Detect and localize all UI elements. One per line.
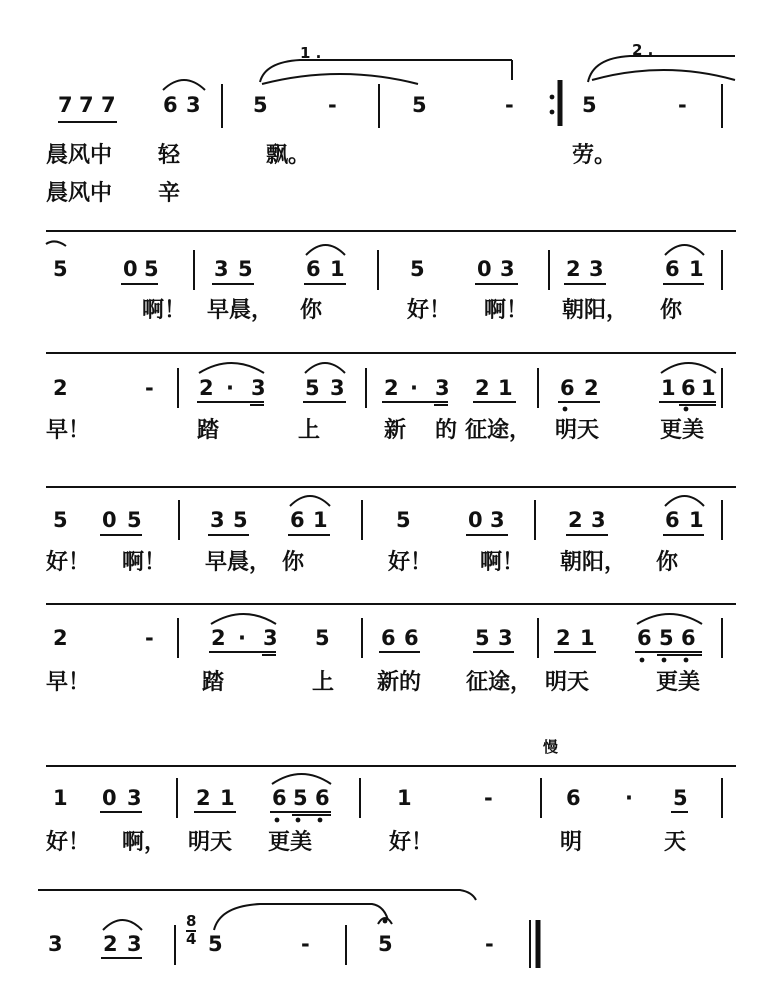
jianpu-note: 5 [305,376,320,400]
jianpu-note: - [678,93,687,117]
staff-separator [46,352,736,354]
lyric-text: 更美 [268,830,313,855]
jianpu-note: 1 [689,508,704,532]
jianpu-note: 6 [681,376,696,400]
lyric-text: 新 [384,418,407,443]
lyric-text: 好！ [46,550,91,575]
lyric-text: 明 [560,830,583,855]
lyric-text: 啊！ [122,550,167,575]
jianpu-note: 6 [404,626,419,650]
jianpu-note: 3 [500,257,515,281]
repeat-dot [550,95,555,100]
jianpu-note: 2 [475,376,490,400]
jianpu-note: 1 [53,786,68,810]
lyric-text: 明天 [555,418,600,443]
slur [290,496,330,506]
staff-separator [46,230,736,232]
lyric-text: 好！ [407,298,452,323]
lyric-text: 好！ [46,830,91,855]
low-octave-dot [275,818,280,823]
slur [211,614,276,624]
lyric-text: 新的 [377,670,422,695]
low-octave-dot [640,658,645,663]
lyric-text: 啊！ [480,550,525,575]
jianpu-note: 3 [127,932,142,956]
jianpu-note: 6 [566,786,581,810]
lyric-text: 劳。 [572,143,617,168]
slur [661,363,716,373]
jianpu-note: 3 [490,508,505,532]
lyric-text: 征途， [466,670,533,695]
jianpu-note: 5 [378,932,393,956]
jianpu-note: 5 [410,257,425,281]
jianpu-note: 2 [211,626,226,650]
low-octave-dot [296,818,301,823]
jianpu-note: 5 [233,508,248,532]
slur [163,80,205,90]
jianpu-note: 1 [689,257,704,281]
lyric-text: 上 [298,418,321,443]
lyric-text: 更美 [656,670,701,695]
jianpu-note: 6 [681,626,696,650]
jianpu-note: 0 [468,508,483,532]
low-octave-dot [318,818,323,823]
lyric-text: 你 [300,298,323,323]
jianpu-note: 6 [163,93,178,117]
lyric-text: 飘。 [266,143,311,168]
lyric-text: 好！ [388,550,433,575]
lyric-text: 啊， [122,830,167,855]
slur [665,245,704,255]
jianpu-note: 5 [582,93,597,117]
jianpu-note: - [301,932,310,956]
tie-continuation [46,241,66,246]
jianpu-note: 6 [665,257,680,281]
low-octave-dot [662,658,667,663]
jianpu-note: 6 [272,786,287,810]
jianpu-note: 5 [253,93,268,117]
slur [103,920,142,930]
jianpu-note: 0 [123,257,138,281]
jianpu-note: 3 [589,257,604,281]
lyric-text: 的 [435,418,458,443]
jianpu-note: 3 [330,376,345,400]
jianpu-note: 6 [306,257,321,281]
lyric-text: 上 [312,670,335,695]
jianpu-note: - [145,376,154,400]
jianpu-note: 3 [127,786,142,810]
jianpu-note: - [484,786,493,810]
jianpu-note: 2 [53,626,68,650]
slur [305,363,345,373]
jianpu-note: 6 [560,376,575,400]
slur [306,245,345,255]
low-octave-dot [684,407,689,412]
jianpu-note: 6 [665,508,680,532]
volta-1-label: 1 . [300,44,322,62]
volta-2-label: 2 . [632,41,654,59]
jianpu-note: · [238,626,246,650]
lyric-text: 辛 [158,181,181,206]
jianpu-note: 2 [566,257,581,281]
lyric-text: 晨风中 [46,181,113,206]
jianpu-note: 1 [220,786,235,810]
jianpu-note: 2 [103,932,118,956]
jianpu-note: 2 [384,376,399,400]
jianpu-note: 6 [637,626,652,650]
jianpu-note: 7 [58,93,73,117]
lyric-text: 早！ [46,670,91,695]
lyric-text: 明天 [545,670,590,695]
jianpu-note: - [328,93,337,117]
jianpu-note: 2 [196,786,211,810]
jianpu-note: 3 [591,508,606,532]
jianpu-note: 6 [381,626,396,650]
jianpu-note: · [625,786,633,810]
time-signature-top: 8 [186,912,197,930]
jianpu-note: 1 [397,786,412,810]
lyric-text: 踏 [197,418,220,443]
jianpu-note: 0 [102,508,117,532]
slur [637,614,702,624]
jianpu-note: 3 [214,257,229,281]
tempo-marking: 慢 [543,738,559,756]
lyric-text: 朝阳， [560,550,627,575]
lyric-text: 明天 [188,830,233,855]
jianpu-note: 6 [315,786,330,810]
jianpu-note: 5 [53,508,68,532]
lyric-text: 你 [282,550,305,575]
jianpu-note: 5 [659,626,674,650]
lyric-text: 啊！ [142,298,187,323]
tie [262,74,418,84]
jianpu-note: 3 [435,376,450,400]
jianpu-note: 5 [315,626,330,650]
staff-separator [46,486,736,488]
jianpu-note: 2 [568,508,583,532]
jianpu-note: 0 [102,786,117,810]
jianpu-note: 1 [661,376,676,400]
slur [199,363,264,373]
lyric-text: 轻 [158,143,181,168]
lyric-text: 征途， [465,418,532,443]
jianpu-note: 5 [396,508,411,532]
tie [592,70,735,80]
jianpu-note: 5 [127,508,142,532]
jianpu-note: 5 [293,786,308,810]
jianpu-note: 3 [48,932,63,956]
jianpu-note: 1 [580,626,595,650]
jianpu-note: · [410,376,418,400]
jianpu-note: 3 [186,93,201,117]
time-signature-bottom: 4 [186,930,197,948]
jianpu-note: 3 [210,508,225,532]
jianpu-note: 2 [53,376,68,400]
low-octave-dot [684,658,689,663]
lyric-text: 早晨， [207,298,274,323]
jianpu-note: 1 [313,508,328,532]
slur [665,496,704,506]
jianpu-note: 1 [330,257,345,281]
jianpu-note: 1 [498,376,513,400]
jianpu-note: 3 [251,376,266,400]
jianpu-note: 0 [477,257,492,281]
jianpu-note: 2 [584,376,599,400]
staff-separator [46,603,736,605]
lyric-text: 啊！ [484,298,529,323]
jianpu-note: 3 [263,626,278,650]
jianpu-note: 1 [701,376,716,400]
volta-line [588,56,735,82]
jianpu-note: 3 [498,626,513,650]
jianpu-note: - [145,626,154,650]
jianpu-note: 7 [79,93,94,117]
jianpu-note: 2 [556,626,571,650]
jianpu-note: - [505,93,514,117]
lyric-text: 踏 [202,670,225,695]
jianpu-note: 5 [238,257,253,281]
lyric-text: 你 [656,550,679,575]
jianpu-note: 5 [412,93,427,117]
lyric-text: 你 [660,298,683,323]
jianpu-note: 5 [208,932,223,956]
fermata-dot [383,919,388,924]
staff-separator [46,765,736,767]
lyric-text: 好！ [389,830,434,855]
jianpu-note: - [485,932,494,956]
tie-continuation [38,890,476,900]
repeat-dot [550,110,555,115]
jianpu-note: 2 [199,376,214,400]
lyric-text: 早晨， [205,550,272,575]
lyric-text: 晨风中 [46,143,113,168]
jianpu-note: · [226,376,234,400]
lyric-text: 朝阳， [562,298,629,323]
lyric-text: 天 [664,830,687,855]
lyric-text: 早！ [46,418,91,443]
slur [272,774,331,784]
jianpu-note: 5 [673,786,688,810]
jianpu-note: 5 [53,257,68,281]
jianpu-note: 7 [101,93,116,117]
jianpu-note: 6 [290,508,305,532]
tie [214,904,388,930]
lyric-text: 更美 [660,418,705,443]
low-octave-dot [563,407,568,412]
jianpu-note: 5 [144,257,159,281]
jianpu-note: 5 [475,626,490,650]
